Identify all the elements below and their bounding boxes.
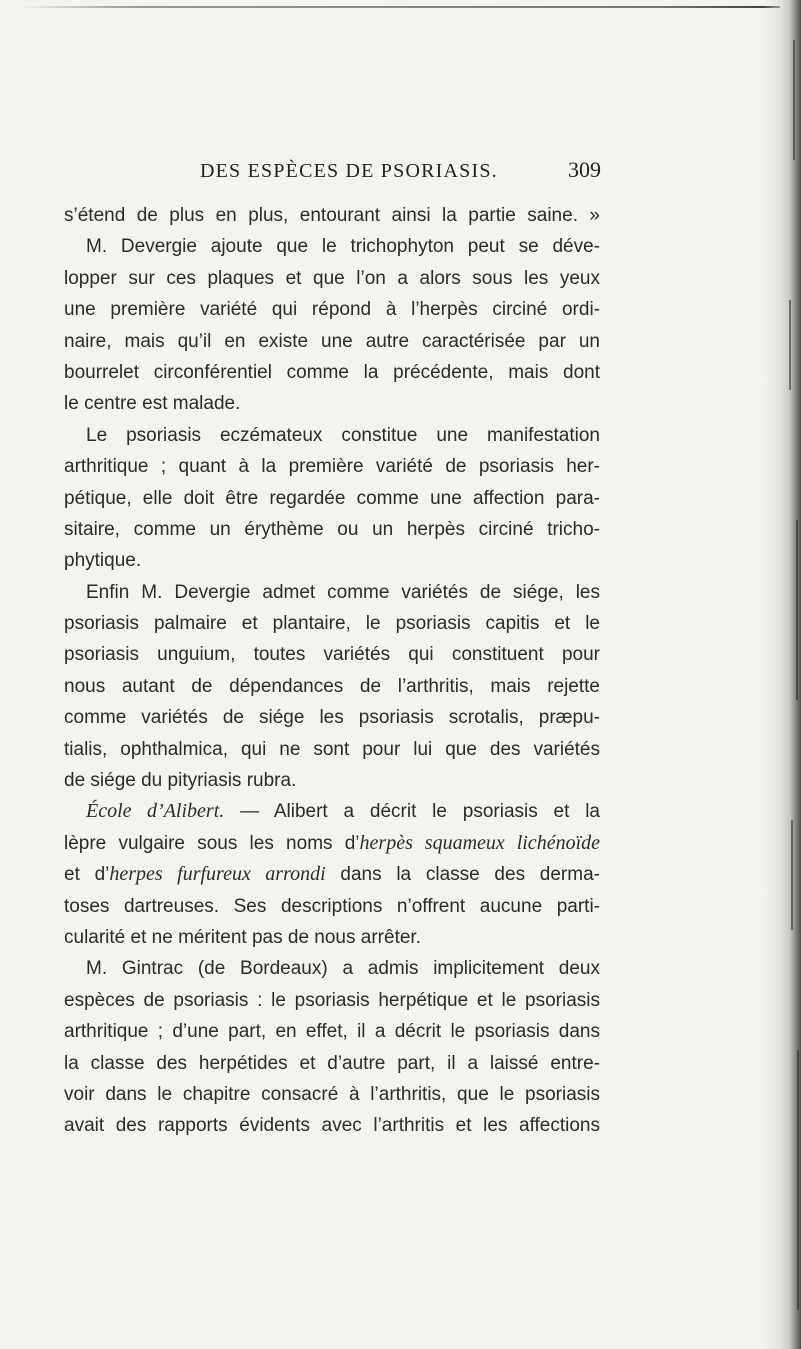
text-line: toses dartreuses. Ses descriptions n’offrent aucune parti- bbox=[64, 895, 600, 917]
page-gutter-edge bbox=[763, 0, 801, 1349]
top-edge-shadow bbox=[20, 6, 780, 8]
running-head: DES ESPÈCES DE PSORIASIS. bbox=[200, 160, 498, 182]
text-line: sitaire, comme un érythème ou un herpès circiné tricho- bbox=[64, 518, 600, 540]
text-segment: — Alibert a décrit le psoriasis et la bbox=[224, 801, 601, 823]
text-line: nous autant de dépendances de l’arthritis, mais rejette bbox=[64, 675, 600, 697]
text-line: cularité et ne méritent pas de nous arrêter. bbox=[64, 926, 421, 948]
text-line: espèces de psoriasis : le psoriasis herpétique et le psoriasis bbox=[64, 989, 600, 1011]
text-segment: dans la classe des derma- bbox=[325, 864, 600, 886]
text-line-furfureux bbox=[64, 859, 600, 890]
school-heading: École d’Alibert. bbox=[86, 800, 225, 823]
italic-term: herpes furfureux arrondi bbox=[109, 863, 326, 886]
text-line-names bbox=[64, 828, 600, 859]
text-line: pétique, elle doit être regardée comme une affection para- bbox=[64, 487, 600, 509]
text-line: la classe des herpétides et d’autre part, il a laissé entre- bbox=[64, 1052, 600, 1074]
text-line: voir dans le chapitre consacré à l’arthritis, que le psoriasis bbox=[64, 1083, 600, 1105]
text-line: s’étend de plus en plus, entourant ainsi la partie saine. » bbox=[64, 205, 600, 226]
text-line: naire, mais qu’il en existe une autre caractérisée par un bbox=[64, 330, 600, 352]
text-line: psoriasis palmaire et plantaire, le psoriasis capitis et le bbox=[64, 613, 600, 635]
text-line: le centre est malade. bbox=[64, 393, 241, 415]
text-line: phytique. bbox=[64, 550, 142, 572]
text-line: arthritique ; quant à la première variété de psoriasis her- bbox=[64, 456, 600, 478]
text-line: une première variété qui répond à l’herpès circiné ordi- bbox=[64, 299, 600, 321]
text-segment: et d’ bbox=[64, 864, 110, 886]
page-number: 309 bbox=[568, 157, 601, 182]
text-line: comme variétés de siége les psoriasis scrotalis, præpu- bbox=[64, 707, 600, 729]
text-segment: lèpre vulgaire sous les noms d’ bbox=[64, 832, 360, 854]
text-line: Enfin M. Devergie admet comme variétés de siége, les bbox=[86, 581, 600, 603]
text-line: avait des rapports évidents avec l’arthritis et les affections bbox=[64, 1115, 600, 1137]
text-line: tialis, ophthalmica, qui ne sont pour lui que des variétés bbox=[64, 738, 600, 760]
text-line: arthritique ; d’une part, en effet, il a décrit le psoriasis dans bbox=[64, 1021, 600, 1043]
text-line: M. Gintrac (de Bordeaux) a admis implicitement deux bbox=[86, 958, 600, 980]
text-line-alibert bbox=[64, 796, 600, 827]
text-line: bourrelet circonférentiel comme la précédente, mais dont bbox=[64, 361, 600, 383]
italic-term: herpès squameux lichénoïde bbox=[359, 831, 600, 854]
text-line: psoriasis unguium, toutes variétés qui constituent pour bbox=[64, 644, 600, 666]
body-text bbox=[64, 200, 600, 1142]
text-line: M. Devergie ajoute que le trichophyton peut se déve- bbox=[86, 236, 600, 258]
text-line: Le psoriasis eczémateux constitue une manifestation bbox=[86, 424, 600, 446]
text-line: lopper sur ces plaques et que l’on a alors sous les yeux bbox=[64, 267, 600, 289]
text-line: de siége du pityriasis rubra. bbox=[64, 770, 297, 792]
